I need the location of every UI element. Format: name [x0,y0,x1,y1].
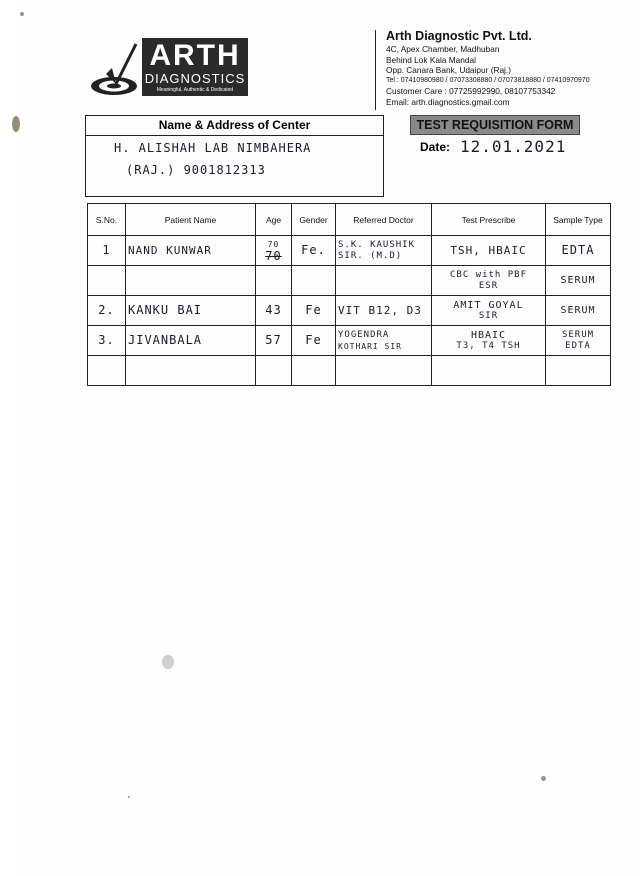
date-label: Date: [420,140,451,154]
scan-speck [20,12,24,16]
target-logo-icon [90,38,142,100]
cell-sno: 3. [88,326,126,356]
cell-age: 57 [256,326,292,356]
cell-sample-type: SERUM EDTA [546,326,611,356]
scan-speck [12,116,20,132]
date-value: 12.01.2021 [460,137,567,156]
cell-patient-name: KANKU BAI [126,296,256,326]
cell-sno [88,356,126,386]
cell-referred-doctor: VIT B12, D3 [336,296,432,326]
cell-patient-name: NAND KUNWAR [126,236,256,266]
scan-speck [128,796,130,798]
company-address-2: Behind Lok Kala Mandal [386,54,476,65]
company-name: Arth Diagnostic Pvt. Ltd. [386,29,532,43]
cell-test-prescribe: AMIT GOYAL SIR [432,296,546,326]
cell-referred-doctor [336,266,432,296]
scan-speck [541,776,546,781]
cell-sno: 2. [88,296,126,326]
cell-gender: Fe. [292,236,336,266]
logo-tagline: Meaningful, Authentic & Dedicated [156,87,234,93]
company-email: Email: arth.diagnostics.gmail.com [386,96,510,107]
cell-patient-name [126,266,256,296]
cell-referred-doctor: YOGENDRA KOTHARI SIR [336,326,432,356]
cell-sample-type: SERUM [546,266,611,296]
header-divider [375,30,376,110]
cell-gender [292,356,336,386]
cell-gender: Fe [292,326,336,356]
cell-referred-doctor [336,356,432,386]
table-row [88,296,611,326]
cell-age: 43 [256,296,292,326]
center-box [85,115,384,197]
table-row [88,356,611,386]
cell-patient-name: JIVANBALA [126,326,256,356]
cell-patient-name [126,356,256,386]
cell-test-prescribe: CBC with PBF ESR [432,266,546,296]
cell-sample-type: SERUM [546,296,611,326]
table-row [88,266,611,296]
center-name: H. ALISHAH LAB NIMBAHERA [114,141,312,155]
cell-sno: 1 [88,236,126,266]
cell-sno [88,266,126,296]
center-address: (RAJ.) 9001812313 [126,163,266,177]
patient-table [87,203,611,386]
logo-subtitle: DIAGNOSTICS [144,71,246,86]
table-header-row [88,204,611,236]
cell-test-prescribe [432,356,546,386]
cell-sample-type: EDTA [546,236,611,266]
cell-referred-doctor: S.K. KAUSHIK SIR. (M.D) [336,236,432,266]
center-title: Name & Address of Center [86,116,383,136]
company-customer-care: Customer Care : 07725992990, 08107753342 [386,86,556,96]
company-tel: Tel : 07410980980 / 07073308880 / 07073818880 / 07410970970 [386,76,590,84]
cell-age [256,266,292,296]
cell-age: 70 70 [256,236,292,266]
logo-text-box [142,38,248,96]
cell-test-prescribe: TSH, HBAIC [432,236,546,266]
table-row [88,326,611,356]
logo-title: ARTH [149,39,241,72]
company-logo [90,38,250,100]
company-address-3: Opp. Canara Bank, Udaipur (Raj.) [386,65,511,75]
header-gender: Gender [292,204,336,236]
header-test-prescribe: Test Prescribe [432,204,546,236]
cell-test-prescribe: HBAIC T3, T4 TSH [432,326,546,356]
header-sample-type: Sample Type [546,204,611,236]
header-sno: S.No. [88,204,126,236]
cell-gender [292,266,336,296]
company-address-1: 4C, Apex Chamber, Madhuban [386,44,500,54]
company-info [386,28,626,107]
form-title: TEST REQUISITION FORM [410,115,580,135]
cell-gender: Fe [292,296,336,326]
cell-age [256,356,292,386]
header-age: Age [256,204,292,236]
header-referred-doctor: Referred Doctor [336,204,432,236]
table-row [88,236,611,266]
header-patient-name: Patient Name [126,204,256,236]
cell-sample-type [546,356,611,386]
scan-speck [162,655,174,669]
